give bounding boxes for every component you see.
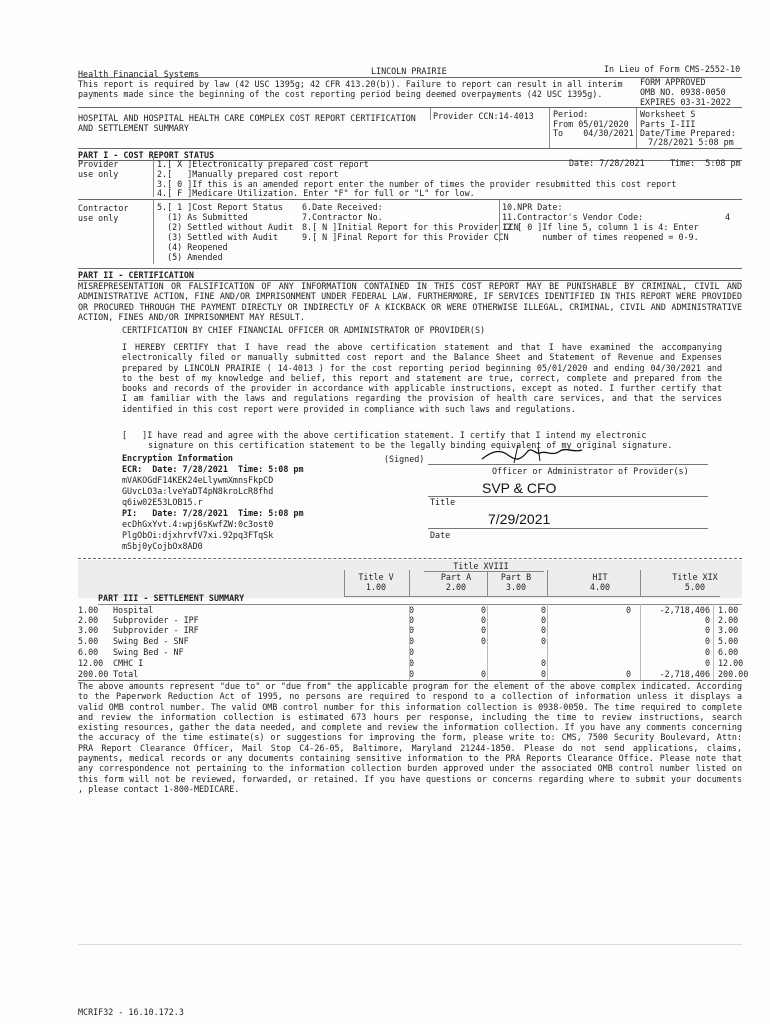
- period-label: Period:: [553, 109, 589, 119]
- row-line-number: 200.00: [78, 669, 109, 679]
- certification-subtitle: AND SETTLEMENT SUMMARY: [78, 123, 189, 133]
- row-label: Swing Bed - SNF: [113, 636, 189, 646]
- cell-title-xix: 0: [704, 658, 710, 668]
- cell-title-v: 0: [408, 615, 414, 625]
- certification-by: CERTIFICATION BY CHIEF FINANCIAL OFFICER OR ADMINISTRATOR OF PROVIDER(S): [122, 325, 486, 335]
- status-option-3: (3) Settled with Audit: [157, 232, 279, 242]
- cell-part-b: 0: [540, 636, 546, 646]
- cell-title-v: 0: [408, 658, 414, 668]
- col-hit-num: 4.00: [589, 582, 611, 592]
- status-option-5: (5) Amended: [157, 252, 223, 262]
- certification-statement: I HEREBY CERTIFY that I have read the above certification statement and that I have examined the accompanying electronically filed or manually submitted cost report and the Balance Sheet and Statement of Revenue and Expenses prepared by LINCOLN PRAIRIE ( 14-4013 ) for the cost reporting period beginning 05/01/2020 and ending 04/30/2021 and to the best of my knowledge and belief, this report and statement are true, correct, complete and prepared from the books and records of the provider in accordance with applicable instructions, except as noted. I further certify that I am familiar with the laws and regulations regarding the provision of health care services, and that the services identified in this cost report were provided in compliance with such laws and regulations.: [122, 342, 722, 414]
- col-title-v-num: 1.00: [365, 582, 387, 592]
- cell-part-b: 0: [540, 669, 546, 679]
- status-option-4: (4) Reopened: [157, 242, 228, 252]
- pi-hash-1: ecDhGxYvt.4:wpj6sKwfZW:0c3ost0: [122, 519, 274, 529]
- cell-hit: 0: [625, 605, 631, 615]
- prepared-value: 7/28/2021 5:08 pm: [648, 137, 734, 147]
- row-line-number-right: 5.00: [718, 636, 739, 646]
- col-title-xix-num: 5.00: [684, 582, 706, 592]
- legal-notice-line-2: payments made since the beginning of the cost reporting period being deemed overpayments (42 USC 1395g).: [78, 89, 603, 99]
- npr-date: 10.NPR Date:: [502, 202, 563, 212]
- pi-hash-2: PlgObOi:djxhrvfV7xi.92pq3FTqSk: [122, 530, 274, 540]
- cell-title-v: 0: [408, 636, 414, 646]
- row-line-number: 2.00: [78, 615, 99, 625]
- row-line-number: 12.00: [78, 658, 104, 668]
- cell-title-xix: 0: [704, 636, 710, 646]
- part3-heading: PART III - SETTLEMENT SUMMARY: [98, 593, 245, 603]
- period-to: To 04/30/2021: [553, 128, 634, 138]
- ecr-hash-1: mVAKOGdF14KEK24eLlywmXmnsFkpCD: [122, 475, 274, 485]
- col-part-a: Part A: [440, 572, 472, 582]
- cell-part-b: 0: [540, 625, 546, 635]
- col-part-a-num: 2.00: [445, 582, 467, 592]
- prepared-label: Date/Time Prepared:: [640, 128, 736, 138]
- status-option-2: (2) Settled without Audit: [157, 222, 294, 232]
- cost-report-status: 5.[ 1 ]Cost Report Status: [157, 202, 284, 212]
- cell-title-xix: -2,718,406: [659, 605, 710, 615]
- title-xviii-header: Title XVIII: [453, 561, 509, 571]
- cell-title-v: 0: [408, 605, 414, 615]
- electronic-signature-agreement[interactable]: [ ]I have read and agree with the above certification statement. I certify that I intend my electronic: [122, 430, 647, 440]
- pi-hash-3: mSbj0yCojbOx8AD0: [122, 541, 203, 551]
- contractor-use-label-2: use only: [78, 213, 119, 223]
- status-option-1: (1) As Submitted: [157, 212, 248, 222]
- reopened-count: 12.[ 0 ]If line 5, column 1 is 4: Enter: [502, 222, 699, 232]
- submission-time: Time: 5:08 pm: [670, 158, 741, 168]
- submission-date: Date: 7/28/2021: [569, 158, 645, 168]
- contractor-use-label-1: Contractor: [78, 203, 129, 213]
- row-label: Swing Bed - NF: [113, 647, 184, 657]
- encryption-heading: Encryption Information: [122, 453, 233, 463]
- pi-date: PI: Date: 7/28/2021 Time: 5:08 pm: [122, 508, 304, 518]
- col-title-xix: Title XIX: [672, 572, 718, 582]
- cell-part-b: 0: [540, 615, 546, 625]
- row-label: Total: [113, 669, 139, 679]
- worksheet-label: Worksheet S: [640, 109, 696, 119]
- cell-part-a: 0: [480, 615, 486, 625]
- form-approved: FORM APPROVED: [640, 77, 706, 87]
- row-line-number-right: 2.00: [718, 615, 739, 625]
- cell-title-xix: 0: [704, 647, 710, 657]
- row-line-number-right: 6.00: [718, 647, 739, 657]
- row-label: CMHC I: [113, 658, 144, 668]
- part1-heading: PART I - COST REPORT STATUS: [78, 150, 215, 160]
- provider-name: LINCOLN PRAIRIE: [371, 66, 447, 76]
- paperwork-reduction-notice: The above amounts represent "due to" or "due from" the applicable program for the element of the above complex indicated. According to the Paperwork Reduction Act of 1995, no persons are required to respond to a collection of information unless it displays a valid OMB control number. The valid OMB control number for this information collection is 0938-0050. The time required to complete and review the information collection is estimated 673 hours per response, including the time to review instructions, search existing resources, gather the data needed, and complete and review the information collection. If you have any comments concerning the accuracy of the time estimate(s) or suggestions for improving the form, please write to: CMS, 7500 Security Boulevard, Attn: PRA Report Clearance Officer, Mail Stop C4-26-05, Baltimore, Maryland 21244-1850. Please do not send applications, claims, payments, medical records or any documents containing sensitive information to the PRA Reports Clearance Office. Please note that any correspondence not pertaining to the information collection burden approved under the associated OMB control number listed on this form will not be reviewed, forwarded, or retained. If you have questions or concerns regarding where to submit your documents , please contact 1-800-MEDICARE.: [78, 681, 742, 794]
- row-line-number-right: 1.00: [718, 605, 739, 615]
- vendor-code-value: 4: [725, 212, 731, 222]
- status-item-1: 1.[ X ]Electronically prepared cost report: [157, 159, 369, 169]
- part2-heading: PART II - CERTIFICATION: [78, 270, 194, 280]
- cell-part-a: 0: [480, 625, 486, 635]
- row-line-number-right: 200.00: [718, 669, 749, 679]
- row-line-number-right: 3.00: [718, 625, 739, 635]
- certification-title: HOSPITAL AND HOSPITAL HEALTH CARE COMPLEX COST REPORT CERTIFICATION: [78, 113, 416, 123]
- cell-title-v: 0: [408, 669, 414, 679]
- col-part-b: Part B: [500, 572, 532, 582]
- title-label: Title: [430, 497, 456, 507]
- row-line-number: 3.00: [78, 625, 99, 635]
- reopened-range: number of times reopened = 0-9.: [502, 232, 699, 242]
- contractor-number: 7.Contractor No.: [302, 212, 383, 222]
- row-line-number: 5.00: [78, 636, 99, 646]
- ecr-hash-2: GUvcLO3a:lveYaDT4pN8kroLcR8fhd: [122, 486, 274, 496]
- signature-date: 7/29/2021: [488, 511, 551, 527]
- row-line-number-right: 12.00: [718, 658, 744, 668]
- ecr-hash-3: q6iw02E53LOB15.r: [122, 497, 203, 507]
- legal-notice-line-1: This report is required by law (42 USC 1395g; 42 CFR 413.20(b)). Failure to report can result in all interim: [78, 79, 623, 89]
- form-version: MCRIF32 - 16.10.172.3: [78, 1007, 184, 1017]
- vendor-code-label: 11.Contractor's Vendor Code:: [502, 212, 644, 222]
- cell-title-xix: -2,718,406: [659, 669, 710, 679]
- electronic-signature-agreement-2: signature on this certification statement to be the legally binding equivalent of my original signature.: [148, 440, 673, 450]
- cell-title-xix: 0: [704, 615, 710, 625]
- row-line-number: 6.00: [78, 647, 99, 657]
- ecr-date: ECR: Date: 7/28/2021 Time: 5:08 pm: [122, 464, 304, 474]
- officer-label: Officer or Administrator of Provider(s): [492, 466, 689, 476]
- form-reference: In Lieu of Form CMS-2552-10: [604, 64, 741, 74]
- penalty-warning: MISREPRESENTATION OR FALSIFICATION OF ANY INFORMATION CONTAINED IN THIS COST REPORT MAY BE PUNISHABLE BY CRIMINAL, CIVIL AND ADMINISTRATIVE ACTION, FINE AND/OR IMPRISONMENT UNDER FEDERAL LAW. FURTHERMORE, IF SERVICES IDENTIFIED IN THIS REPORT WERE PROVIDED OR PROCURED THROUGH THE PAYMENT DIRECTLY OR INDIRECTLY OF A KICKBACK OR WERE OTHERWISE ILLEGAL, CRIMINAL, CIVIL AND ADMINISTRATIVE ACTION, FINES AND/OR IMPRISONMENT MAY RESULT.: [78, 281, 742, 322]
- omb-expiration: EXPIRES 03-31-2022: [640, 97, 731, 107]
- status-item-3: 3.[ 0 ]If this is an amended report enter the number of times the provider resubmitted this cost report: [157, 179, 677, 189]
- col-title-v: Title V: [358, 572, 394, 582]
- row-label: Hospital: [113, 605, 154, 615]
- cell-title-v: 0: [408, 625, 414, 635]
- status-item-2: 2.[ ]Manually prepared cost report: [157, 169, 339, 179]
- date-label: Date: [430, 530, 451, 540]
- provider-ccn: Provider CCN:14-4013: [433, 111, 534, 121]
- row-line-number: 1.00: [78, 605, 99, 615]
- initial-report: 8.[ N ]Initial Report for this Provider CCN: [302, 222, 519, 232]
- provider-use-label-2: use only: [78, 169, 119, 179]
- cell-part-a: 0: [480, 669, 486, 679]
- signed-label: (Signed): [384, 454, 425, 464]
- vendor-name: Health Financial Systems: [78, 69, 200, 79]
- status-item-4: 4.[ F ]Medicare Utilization. Enter "F" for full or "L" for low.: [157, 188, 475, 198]
- cell-title-xix: 0: [704, 625, 710, 635]
- omb-number: OMB NO. 0938-0050: [640, 87, 726, 97]
- col-hit: HIT: [592, 572, 608, 582]
- row-label: Subprovider - IPF: [113, 615, 199, 625]
- date-received: 6.Date Received:: [302, 202, 383, 212]
- final-report: 9.[ N ]Final Report for this Provider CCN: [302, 232, 509, 242]
- period-from: From 05/01/2020: [553, 119, 629, 129]
- cell-title-v: 0: [408, 647, 414, 657]
- col-part-b-num: 3.00: [505, 582, 527, 592]
- cell-part-b: 0: [540, 658, 546, 668]
- signer-title: SVP & CFO: [482, 480, 557, 496]
- cell-part-a: 0: [480, 605, 486, 615]
- provider-use-label-1: Provider: [78, 159, 119, 169]
- parts-label: Parts I-III: [640, 119, 696, 129]
- cell-hit: 0: [625, 669, 631, 679]
- row-label: Subprovider - IRF: [113, 625, 199, 635]
- cell-part-b: 0: [540, 605, 546, 615]
- cell-part-a: 0: [480, 636, 486, 646]
